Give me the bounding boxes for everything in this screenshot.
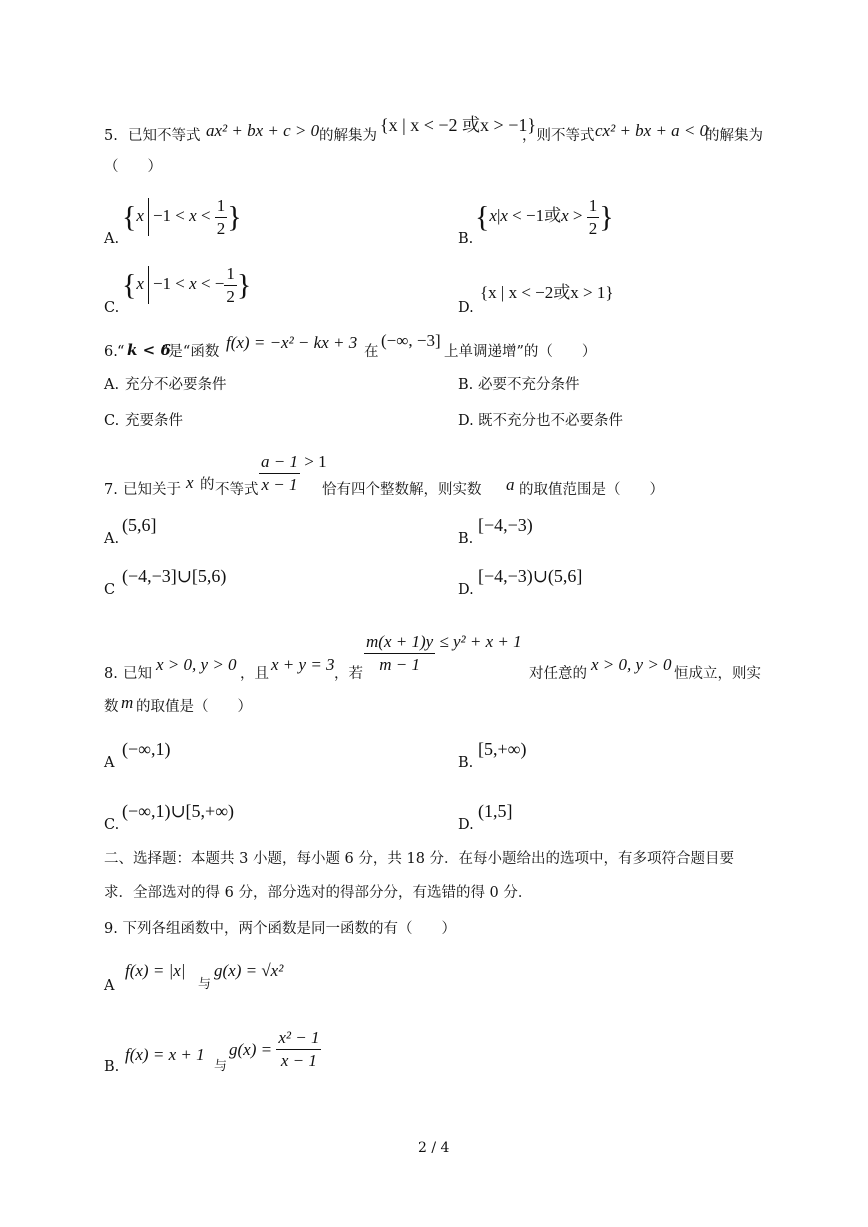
q8-condition-3: x > 0, y > 0	[591, 655, 672, 674]
section-2-line-2: 求．全部选对的得 6 分，部分选对的得部分分，有选错的得 0 分．	[104, 885, 533, 901]
q6-text-d: 上单调递增”的（ ）	[444, 344, 597, 360]
q8-text-d: 对任意的	[529, 666, 587, 682]
q8-option-c-math: (−∞,1)∪[5,+∞)	[122, 801, 235, 821]
q8-text-e: 恒成立，则实	[674, 666, 761, 682]
q6-text-c: 在	[364, 344, 379, 360]
q6-function: f(x) = −x² − kx + 3	[226, 333, 358, 352]
q6-number: 6.	[104, 344, 118, 360]
q7-text-c: 不等式	[215, 482, 259, 498]
q5-option-a-label: A.	[104, 231, 120, 247]
q8-option-b-label: B.	[458, 755, 474, 771]
q7-text-e: 的取值范围是（ ）	[519, 482, 664, 498]
q6-option-d-text: 既不充分也不必要条件	[478, 413, 623, 429]
q6-option-b-text: 必要不充分条件	[478, 377, 580, 393]
q5-option-a-math: {x −1 < x < $\frac{1}{2}$ }	[122, 196, 242, 238]
q9-option-b-g-denominator: x − 1	[280, 1050, 317, 1070]
q8-text-a: 已知	[123, 666, 152, 682]
q5-option-d-math: {x | x < −2或x > 1}	[480, 283, 614, 302]
q7-var-x: x	[186, 473, 194, 492]
q7-option-b-label: B.	[458, 531, 474, 547]
q7-inequality	[259, 452, 327, 494]
q8-option-a-math: (−∞,1)	[122, 739, 171, 759]
q9-text: 9. 下列各组函数中，两个函数是同一函数的有（ ）	[104, 921, 456, 937]
q9-option-b-f: f(x) = x + 1	[125, 1045, 205, 1064]
page-number: 2 / 4	[418, 1140, 450, 1156]
q6-text-b: ”是“函数	[161, 344, 220, 360]
q5-solution-set: {x | x < −2 或x > −1}	[380, 115, 536, 135]
q6-text-a: “	[117, 344, 125, 360]
q8-number: 8.	[104, 666, 118, 682]
q7-text-a: 已知关于	[123, 482, 181, 498]
q8-condition-2: x + y = 3	[271, 655, 335, 674]
q6-condition: k < 6	[127, 341, 171, 359]
q6-interval: (−∞, −3]	[381, 331, 441, 350]
q7-option-a-math: (5,6]	[122, 515, 157, 535]
q6-option-c-text: 充要条件	[125, 413, 183, 429]
q8-frac-rhs: ≤ y² + x + 1	[439, 631, 522, 651]
q7-option-a-label: A.	[104, 531, 120, 547]
q9-option-b-g-lhs: g(x) =	[229, 1039, 273, 1059]
q8-text-b: ，且	[240, 666, 269, 682]
q8-condition-1: x > 0, y > 0	[156, 655, 237, 674]
q7-frac-denominator: x − 1	[261, 474, 298, 494]
q7-number: 7.	[104, 482, 118, 498]
q8-text-f: 数	[104, 699, 119, 715]
q7-text-d: 恰有四个整数解，则实数	[322, 482, 482, 498]
q7-option-c-math: (−4,−3]∪[5,6)	[122, 566, 227, 586]
q7-option-c-label: C	[104, 582, 116, 598]
q8-frac-denominator: m − 1	[379, 654, 420, 674]
q5-inequality-1: ax² + bx + c > 0	[206, 121, 320, 140]
q8-option-b-math: [5,+∞)	[478, 739, 527, 759]
q9-option-b-with: 与	[214, 1059, 228, 1074]
q8-option-d-math: (1,5]	[478, 801, 513, 821]
q8-var-m: m	[121, 693, 134, 712]
section-2-line-1: 二、选择题：本题共 3 小题，每小题 6 分，共 18 分．在每小题给出的选项中，有多项符合题目要	[104, 851, 735, 867]
q5-text-d: 的解集为	[705, 128, 763, 144]
q7-option-d-label: D.	[458, 582, 474, 598]
q5-inequality-2: cx² + bx + a < 0	[595, 121, 709, 140]
q6-option-b-label: B.	[458, 377, 474, 393]
q5-option-b-label: B.	[458, 231, 474, 247]
q8-option-c-label: C.	[104, 817, 120, 833]
q8-frac-numerator: m(x + 1)y	[364, 632, 435, 654]
q6-option-d-label: D.	[458, 413, 474, 429]
q8-option-d-label: D.	[458, 817, 474, 833]
q7-option-d-math: [−4,−3)∪(5,6]	[478, 566, 583, 586]
q7-frac-numerator: a − 1	[259, 452, 300, 474]
q9-option-a-label: A	[104, 978, 115, 994]
q7-var-a: a	[506, 475, 515, 494]
q5-answer-paren: （ ）	[104, 159, 162, 175]
q6-option-c-label: C.	[104, 413, 120, 429]
q9-option-b-g	[229, 1028, 321, 1070]
q6-option-a-label: A.	[104, 377, 120, 393]
q5-option-d-label: D.	[458, 300, 474, 316]
q9-option-b-g-numerator: x² − 1	[276, 1028, 321, 1050]
q5-text-c: ，则不等式	[522, 128, 595, 144]
q5-option-c-math: {x −1 < x < − $\frac{1}{2}$ }	[122, 264, 252, 306]
q7-option-b-math: [−4,−3)	[478, 515, 533, 535]
q7-frac-rhs: > 1	[304, 451, 327, 471]
q5-text-b: 的解集为	[319, 128, 377, 144]
q8-text-c: ，若	[334, 666, 363, 682]
q5-text-a: 已知不等式	[128, 128, 201, 144]
q9-option-a-g: g(x) = √x²	[214, 961, 284, 980]
q8-inequality	[364, 632, 522, 674]
q9-option-a-f: f(x) = |x|	[125, 961, 186, 980]
q8-option-a-label: A	[104, 755, 115, 771]
q9-option-b-label: B.	[104, 1059, 120, 1075]
q5-option-c-label: C.	[104, 300, 120, 316]
q7-text-b: 的	[200, 477, 215, 493]
q5-number: 5.	[104, 128, 118, 144]
q9-option-a-with: 与	[198, 977, 212, 992]
q5-option-b-math: {x|x < −1或x > $\frac{1}{2}$ }	[475, 196, 614, 238]
q6-option-a-text: 充分不必要条件	[125, 377, 227, 393]
q8-text-g: 的取值是（ ）	[136, 699, 252, 715]
